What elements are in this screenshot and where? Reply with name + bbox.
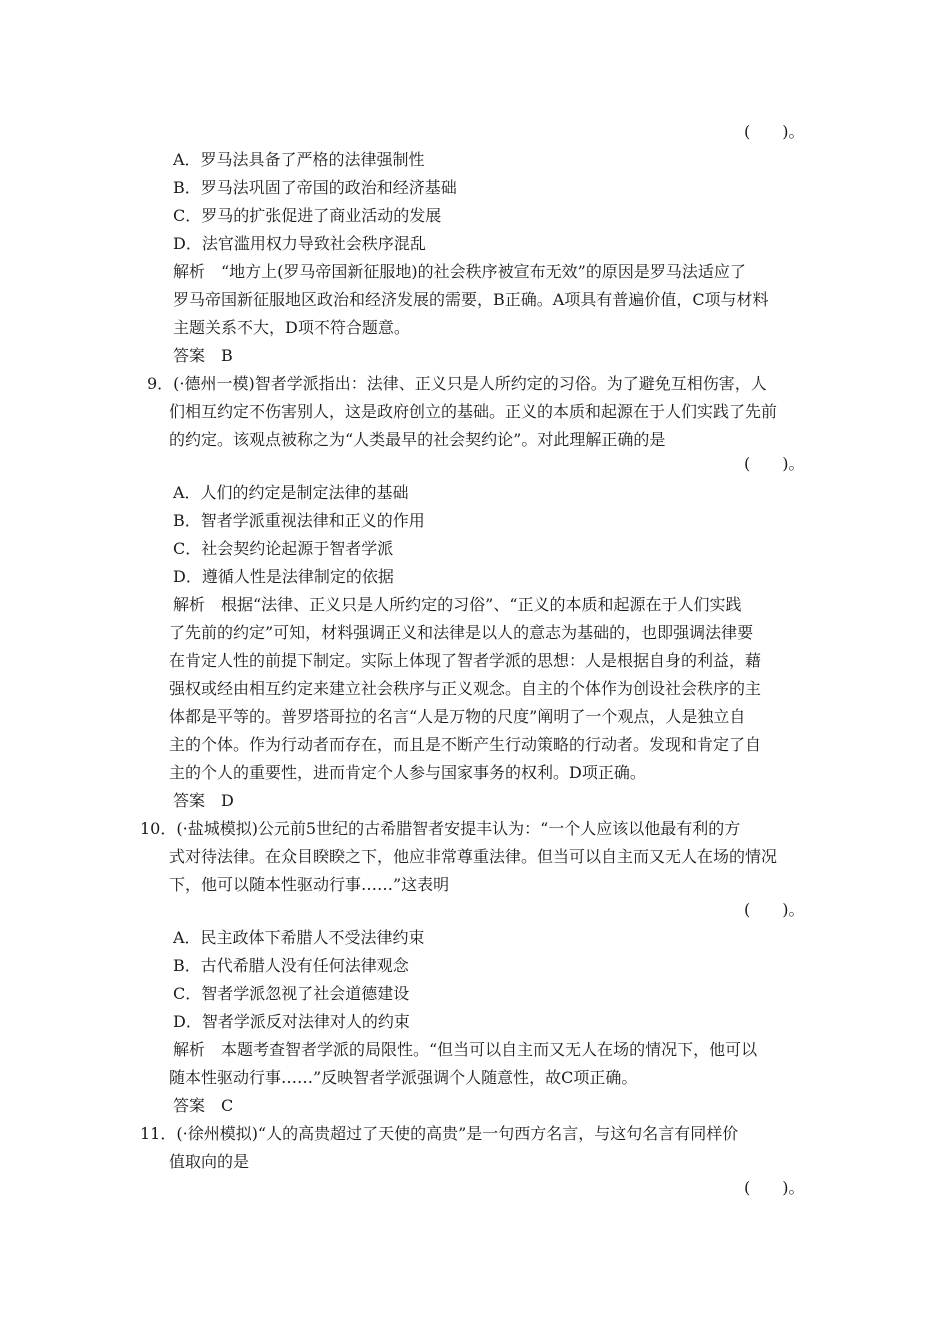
question-stem: 们相互约定不伤害别人，这是政府创立的基础。正义的本质和起源在于人们实践了先前 <box>169 402 778 421</box>
answer-line: 答案 C <box>173 1096 234 1115</box>
option-c: C．罗马的扩张促进了商业活动的发展 <box>173 206 442 225</box>
question-stem: 下，他可以随本性驱动行事……”这表明 <box>169 875 450 894</box>
question-stem: 值取向的是 <box>169 1152 250 1171</box>
analysis-line: 了先前的约定”可知，材料强调正义和法律是以人的意志为基础的，也即强调法律要 <box>169 623 754 642</box>
question-stem: 的约定。该观点被称之为“人类最早的社会契约论”。对此理解正确的是 <box>169 430 666 449</box>
question-stem: 11．(·徐州模拟)“人的高贵超过了天使的高贵”是一句西方名言，与这句名言有同样价 <box>140 1124 739 1143</box>
answer-blank: ( )。 <box>744 454 805 473</box>
answer-line: 答案 D <box>173 791 234 810</box>
analysis-line: 解析 本题考查智者学派的局限性。“但当可以自主而又无人在场的情况下，他可以 <box>173 1040 758 1059</box>
question-stem: 式对待法律。在众目睽睽之下，他应非常尊重法律。但当可以自主而又无人在场的情况 <box>169 847 778 866</box>
analysis-line: 随本性驱动行事……”反映智者学派强调个人随意性，故C项正确。 <box>169 1068 638 1087</box>
analysis-line: 在肯定人性的前提下制定。实际上体现了智者学派的思想：人是根据自身的利益，藉 <box>169 651 762 670</box>
option-b: B．智者学派重视法律和正义的作用 <box>173 511 425 530</box>
answer-blank: ( )。 <box>744 1178 805 1197</box>
analysis-line: 主的个体。作为行动者而存在，而且是不断产生行动策略的行动者。发现和肯定了自 <box>169 735 762 754</box>
answer-line: 答案 B <box>173 346 233 365</box>
analysis-line: 体都是平等的。普罗塔哥拉的名言“人是万物的尺度”阐明了一个观点，人是独立自 <box>169 707 746 726</box>
option-a: A．人们的约定是制定法律的基础 <box>173 483 409 502</box>
option-a: A．民主政体下希腊人不受法律约束 <box>173 928 425 947</box>
answer-blank: ( )。 <box>744 900 805 919</box>
analysis-line: 强权或经由相互约定来建立社会秩序与正义观念。自主的个体作为创设社会秩序的主 <box>169 679 762 698</box>
option-b: B．古代希腊人没有任何法律观念 <box>173 956 409 975</box>
analysis-line: 主题关系不大，D项不符合题意。 <box>173 318 410 337</box>
option-d: D．遵循人性是法律制定的依据 <box>173 567 394 586</box>
analysis-line: 罗马帝国新征服地区政治和经济发展的需要，B正确。A项具有普遍价值，C项与材料 <box>173 290 769 309</box>
option-b: B．罗马法巩固了帝国的政治和经济基础 <box>173 178 457 197</box>
option-c: C．智者学派忽视了社会道德建设 <box>173 984 410 1003</box>
option-d: D．法官滥用权力导致社会秩序混乱 <box>173 234 426 253</box>
answer-blank: ( )。 <box>744 122 805 141</box>
option-d: D．智者学派反对法律对人的约束 <box>173 1012 410 1031</box>
question-stem: 10．(·盐城模拟)公元前5世纪的古希腊智者安提丰认为：“一个人应该以他最有利的方 <box>140 819 741 838</box>
option-a: A．罗马法具备了严格的法律强制性 <box>173 150 425 169</box>
question-stem: 9．(·德州一模)智者学派指出：法律、正义只是人所约定的习俗。为了避免互相伤害，人 <box>147 374 767 393</box>
analysis-line: 解析 “地方上(罗马帝国新征服地)的社会秩序被宣布无效”的原因是罗马法适应了 <box>173 262 746 281</box>
option-c: C．社会契约论起源于智者学派 <box>173 539 394 558</box>
analysis-line: 主的个人的重要性，进而肯定个人参与国家事务的权利。D项正确。 <box>169 763 646 782</box>
analysis-line: 解析 根据“法律、正义只是人所约定的习俗”、“正义的本质和起源在于人们实践 <box>173 595 742 614</box>
